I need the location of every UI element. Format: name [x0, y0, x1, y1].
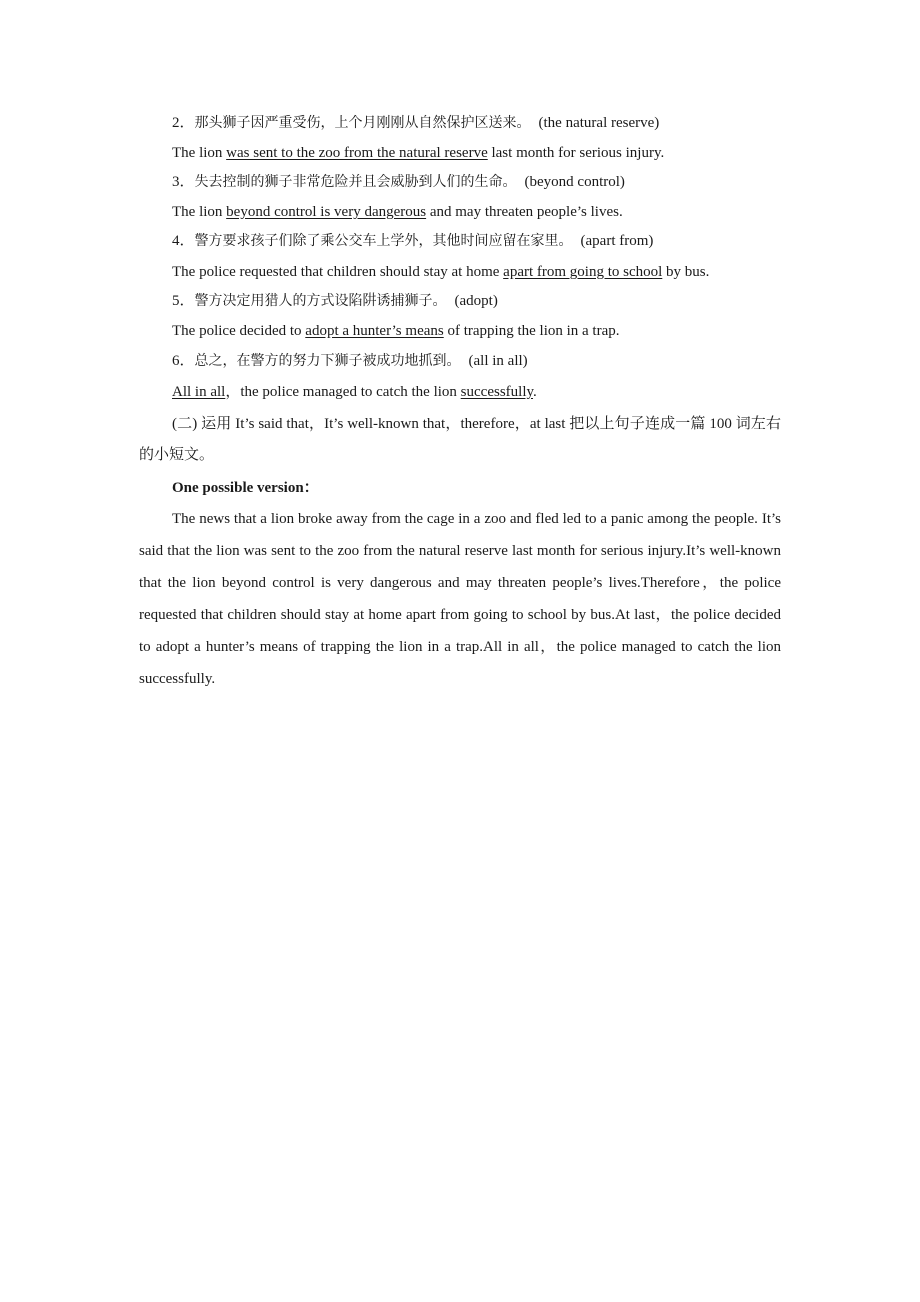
- answer-text: last month for serious injury.: [487, 145, 665, 161]
- question-5: [172, 291, 498, 311]
- answer-6: [172, 382, 537, 402]
- question-4: [172, 231, 653, 251]
- answer-text: The police requested that children should stay at home: [172, 264, 504, 280]
- question-6: [172, 351, 528, 371]
- question-hint: (beyond control): [524, 174, 625, 190]
- answer-text: The police decided to: [172, 323, 306, 339]
- question-chinese: 那头狮子因严重受伤，上个月刚刚从自然保护区送来。: [194, 115, 531, 131]
- question-chinese: 失去控制的狮子非常危险并且会威胁到人们的生命。: [194, 174, 517, 190]
- answer-text: of trapping the lion in a trap.: [443, 323, 620, 339]
- answer-text: .: [533, 384, 537, 400]
- question-3: [172, 172, 625, 192]
- question-number: 6．: [172, 353, 195, 369]
- question-chinese: 总之，在警方的努力下狮子被成功地抓到。: [194, 353, 461, 369]
- answer-text: The lion: [172, 145, 227, 161]
- answer-text: ，the police managed to catch the lion: [225, 384, 461, 400]
- answer-underlined: beyond control is very dangerous: [226, 204, 427, 220]
- answer-underlined: adopt a hunter’s means: [305, 323, 444, 339]
- section-label: (二): [172, 416, 198, 432]
- answer-5: [172, 321, 620, 341]
- question-hint: (apart from): [580, 233, 654, 249]
- answer-2: [172, 143, 664, 163]
- section-instruction-text: 运用 It’s said that，It’s well-known that，therefore，at last 把以上句子连成一篇 100 词左右的小短文。: [139, 416, 781, 463]
- question-hint: (adopt): [454, 293, 498, 309]
- question-number: 2．: [172, 115, 195, 131]
- question-number: 5．: [172, 293, 195, 309]
- sample-essay: The news that a lion broke away from the cage in a zoo and fled led to a panic among the people. It’s said that the lion was sent to the zoo from the natural reserve last month for serious injury.It’s well-known that the lion beyond control is very dangerous and may threaten people’s lives.Therefore，the police requested that children should stay at home apart from going to school by bus.At last，the police decided to adopt a hunter’s means of trapping the lion in a trap.All in all，the police managed to catch the lion successfully.: [139, 511, 781, 687]
- answer-3: [172, 202, 623, 222]
- answer-text: and may threaten people’s lives.: [426, 204, 623, 220]
- section-2-instruction: [139, 409, 781, 470]
- answer-underlined: All in all: [172, 384, 226, 400]
- question-hint: (the natural reserve): [538, 115, 660, 131]
- answer-underlined: apart from going to school: [503, 264, 663, 280]
- question-chinese: 警方要求孩子们除了乘公交车上学外，其他时间应留在家里。: [194, 233, 573, 249]
- question-number: 4．: [172, 233, 195, 249]
- answer-underlined: successfully: [460, 384, 534, 400]
- question-number: 3．: [172, 174, 195, 190]
- question-chinese: 警方决定用猎人的方式设陷阱诱捕狮子。: [194, 293, 447, 309]
- answer-underlined: was sent to the zoo from the natural reserve: [226, 145, 488, 161]
- answer-4: [172, 262, 709, 282]
- question-2: [172, 113, 659, 133]
- version-heading: One possible version：: [172, 480, 319, 496]
- answer-text: The lion: [172, 204, 227, 220]
- question-hint: (all in all): [468, 353, 528, 369]
- answer-text: by bus.: [662, 264, 710, 280]
